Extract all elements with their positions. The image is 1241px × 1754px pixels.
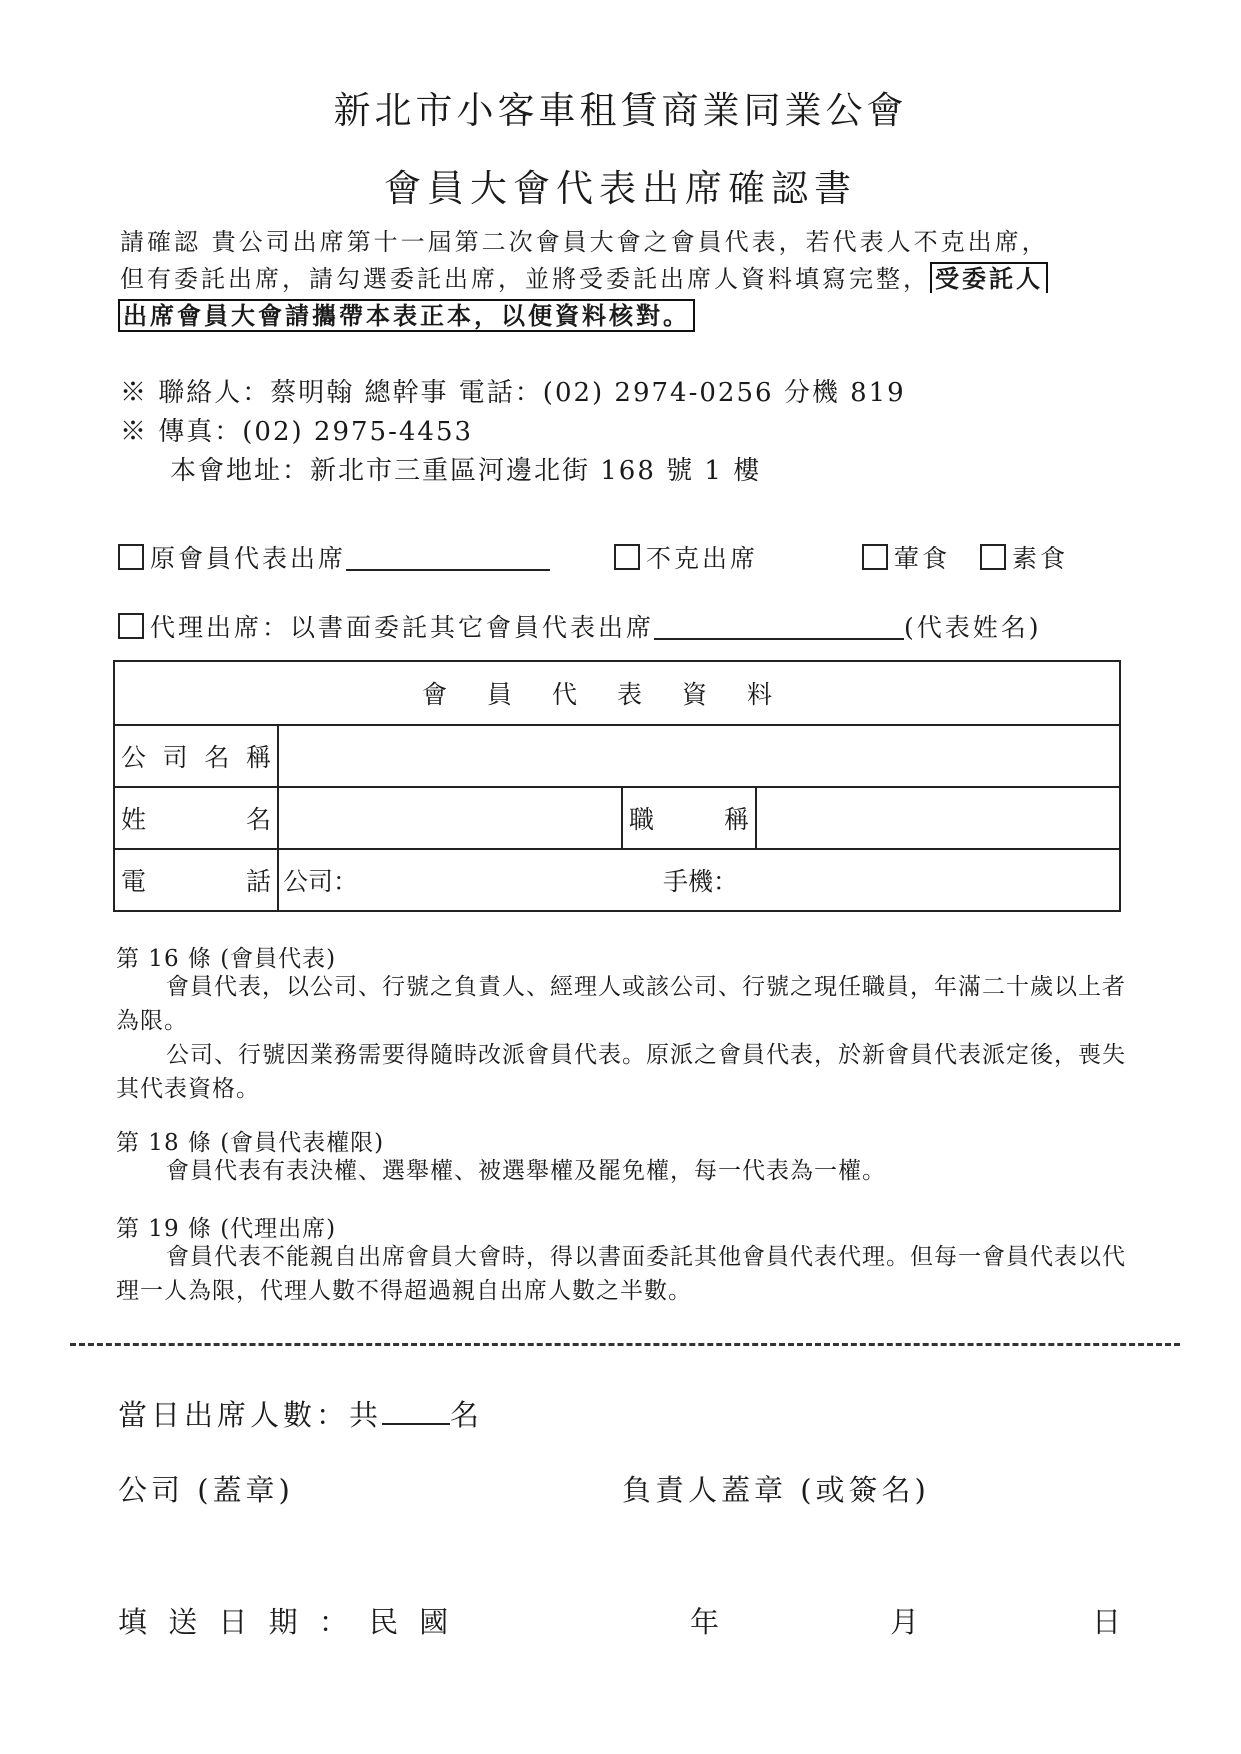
intro-line-2 bbox=[120, 259, 1048, 294]
phone-field[interactable] bbox=[278, 849, 1120, 911]
attend-label: 原會員代表出席 bbox=[150, 544, 347, 573]
name-field[interactable] bbox=[278, 787, 622, 849]
phone-mobile-label: 手機： bbox=[663, 867, 739, 896]
intro-boxed-notice-end: 出席會員大會請攜帶本表正本，以便資料核對。 bbox=[118, 299, 695, 332]
option-meat bbox=[862, 539, 950, 575]
attendee-count-label: 當日出席人數：共 bbox=[118, 1398, 383, 1432]
association-title: 新北市小客車租賃商業同業公會 bbox=[333, 89, 908, 132]
proxy-name-line[interactable] bbox=[654, 612, 904, 640]
cut-line-divider bbox=[70, 1343, 1180, 1346]
attendee-count-unit: 名 bbox=[450, 1398, 484, 1432]
intro-boxed-notice-start: 受委託人 bbox=[930, 262, 1048, 293]
meat-checkbox[interactable] bbox=[862, 544, 888, 570]
option-absent bbox=[614, 539, 758, 575]
phone-label: 電話 bbox=[114, 849, 278, 911]
proxy-label: 代理出席：以書面委託其它會員代表出席 bbox=[150, 613, 655, 642]
contact-fax: ※ 傳真：(02) 2975-4453 bbox=[120, 417, 474, 447]
date-month-label: 月 bbox=[890, 1605, 920, 1639]
article-16-paragraph-2: 公司、行號因業務需要得隨時改派會員代表。原派之會員代表，於新會員代表派定後，喪失其代表資格。 bbox=[116, 1042, 1126, 1102]
article-16-heading: 第 16 條 (會員代表) bbox=[116, 946, 337, 972]
attend-checkbox[interactable] bbox=[118, 544, 144, 570]
company-name-field[interactable] bbox=[278, 725, 1120, 787]
intro-line-1: 請確認 貴公司出席第十一屆第二次會員大會之會員代表，若代表人不克出席， bbox=[120, 228, 1049, 256]
table-header: 會員代表資料 bbox=[114, 661, 1120, 725]
date-day-label: 日 bbox=[1092, 1605, 1122, 1639]
attendee-count-field[interactable] bbox=[382, 1393, 450, 1425]
job-title-field[interactable] bbox=[756, 787, 1120, 849]
attend-name-line[interactable] bbox=[346, 543, 550, 571]
absent-label: 不克出席 bbox=[646, 544, 759, 573]
vegetarian-label: 素食 bbox=[1012, 544, 1069, 573]
proxy-checkbox[interactable] bbox=[118, 613, 144, 639]
company-name-label: 公司名稱 bbox=[114, 725, 278, 787]
responsible-seal-label: 負責人蓋章 (或簽名) bbox=[622, 1473, 930, 1507]
vegetarian-checkbox[interactable] bbox=[980, 544, 1006, 570]
submit-date-label: 填 送 日 期 ： 民 國 bbox=[118, 1605, 455, 1639]
article-16-paragraph-1: 會員代表，以公司、行號之負責人、經理人或該公司、行號之現任職員，年滿二十歲以上者為限。 bbox=[116, 974, 1126, 1034]
option-vegetarian bbox=[980, 539, 1068, 575]
form-title: 會員大會代表出席確認書 bbox=[384, 167, 857, 210]
attendee-count bbox=[118, 1393, 483, 1434]
job-title-label: 職稱 bbox=[622, 787, 756, 849]
representative-info-table bbox=[113, 660, 1121, 912]
article-19-heading: 第 19 條 (代理出席) bbox=[116, 1216, 337, 1242]
proxy-suffix: (代表姓名) bbox=[904, 613, 1042, 642]
absent-checkbox[interactable] bbox=[614, 544, 640, 570]
name-label: 姓名 bbox=[114, 787, 278, 849]
contact-person: ※ 聯絡人：蔡明翰 總幹事 電話：(02) 2974-0256 分機 819 bbox=[120, 378, 906, 408]
association-address: 本會地址：新北市三重區河邊北街 168 號 1 樓 bbox=[170, 456, 762, 486]
intro-line-3 bbox=[118, 296, 695, 331]
option-original-attend bbox=[118, 539, 550, 575]
option-proxy-attend bbox=[118, 608, 1042, 644]
article-19-paragraph: 會員代表不能親自出席會員大會時，得以書面委託其他會員代表代理。但每一會員代表以代理一人為限，代理人數不得超過親自出席人數之半數。 bbox=[116, 1244, 1126, 1304]
company-seal-label: 公司 (蓋章) bbox=[118, 1473, 294, 1507]
article-18-paragraph: 會員代表有表決權、選舉權、被選舉權及罷免權，每一代表為一權。 bbox=[166, 1158, 886, 1184]
meat-label: 葷食 bbox=[894, 544, 951, 573]
date-year-label: 年 bbox=[690, 1605, 720, 1639]
article-18-heading: 第 18 條 (會員代表權限) bbox=[116, 1130, 385, 1156]
phone-company-label: 公司： bbox=[283, 867, 359, 896]
intro-line-2-text: 但有委託出席，請勾選委託出席，並將受委託出席人資料填寫完整， bbox=[120, 265, 930, 293]
